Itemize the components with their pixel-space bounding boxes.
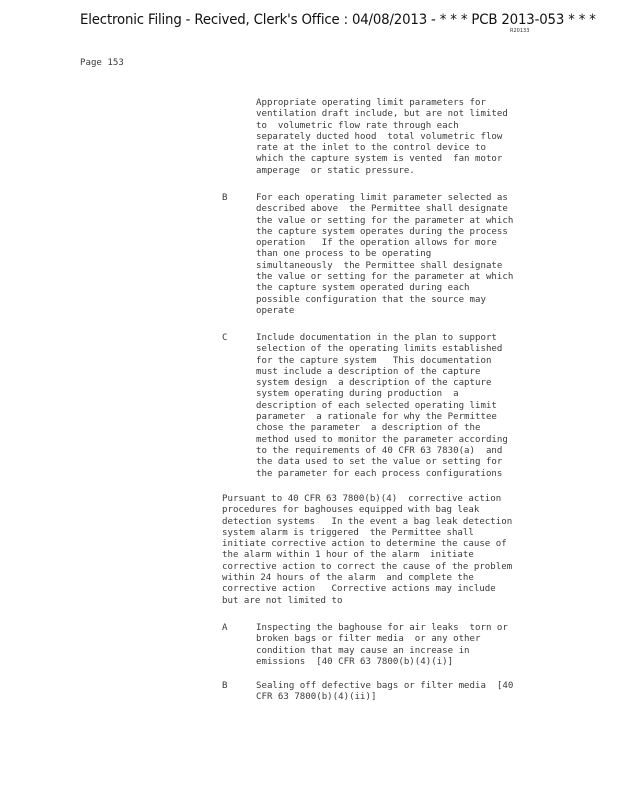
item-a2-letter: A — [222, 623, 228, 633]
text-line: Sealing off defective bags or filter media [40 — [256, 681, 514, 691]
item-b2-letter: B — [222, 681, 228, 691]
text-line: the capture system operated during each — [256, 283, 470, 294]
item-c-letter: C — [222, 333, 228, 343]
text-line: which the capture system is vented fan motor — [256, 154, 503, 165]
corrective-action-paragraph — [222, 494, 552, 607]
text-line: the value or setting for the parameter at which — [256, 215, 514, 226]
text-line: method used to monitor the parameter according — [256, 434, 508, 445]
text-line: rate at the inlet to the control device to — [256, 143, 486, 154]
item-b2-text — [256, 681, 576, 704]
text-line: Inspecting the baghouse for air leaks torn or — [256, 623, 508, 633]
text-line: the alarm within 1 hour of the alarm initiate — [222, 550, 474, 561]
text-line: CFR 63 7800(b)(4)(ii)] — [256, 692, 377, 703]
text-line: system alarm is triggered the Permittee shall — [222, 527, 474, 538]
text-line: but are not limited to — [222, 595, 343, 606]
text-line: operate — [256, 305, 295, 316]
text-line: Pursuant to 40 CFR 63 7800(b)(4) corrective action — [222, 494, 502, 504]
text-line: must include a description of the capture — [256, 366, 481, 377]
text-line: simultaneously the Permittee shall designate — [256, 260, 503, 271]
text-line: system operating during production a — [256, 389, 459, 400]
page-number: Page 153 — [80, 58, 124, 68]
text-line: broken bags or filter media or any other — [256, 634, 481, 645]
text-line: For each operating limit parameter selected as — [256, 193, 508, 203]
text-line: chose the parameter a description of the — [256, 423, 481, 434]
text-line: the parameter for each process configurations — [256, 468, 503, 479]
text-line: procedures for baghouses equipped with bag leak — [222, 505, 480, 516]
text-line: to volumetric flow rate through each — [256, 120, 459, 131]
text-line: Include documentation in the plan to support — [256, 333, 497, 343]
text-line: the capture system operates during the process — [256, 226, 508, 237]
text-line: condition that may cause an increase in — [256, 645, 470, 656]
filing-header: Electronic Filing - Recived, Clerk's Office : 04/08/2013 - * * * PCB 2013-053 * * * — [80, 12, 596, 28]
text-line: than one process to be operating — [256, 249, 432, 260]
text-line: possible configuration that the source may — [256, 294, 486, 305]
text-line: detection systems In the event a bag leak detection — [222, 516, 513, 527]
text-line: initiate corrective action to determine the cause of — [222, 539, 507, 550]
filing-stamp: R20133 — [510, 28, 530, 34]
text-line: ventilation draft include, but are not limited — [256, 109, 508, 120]
text-line: description of each selected operating limit — [256, 400, 497, 411]
text-line: system design a description of the capture — [256, 378, 492, 389]
text-line: to the requirements of 40 CFR 63 7830(a) and — [256, 445, 503, 456]
text-line: emissions [40 CFR 63 7800(b)(4)(i)] — [256, 656, 454, 667]
text-line: within 24 hours of the alarm and complete the — [222, 573, 474, 584]
text-line: parameter a rationale for why the Permittee — [256, 412, 497, 423]
text-line: described above the Permittee shall designate — [256, 204, 508, 215]
text-line: corrective action to correct the cause of the problem — [222, 561, 513, 572]
intro-paragraph — [256, 98, 576, 177]
text-line: separately ducted hood total volumetric flow — [256, 131, 503, 142]
text-line: for the capture system This documentation — [256, 355, 492, 366]
item-b-text — [256, 193, 576, 317]
item-a2-text — [256, 623, 576, 668]
text-line: operation If the operation allows for more — [256, 238, 497, 249]
text-line: Appropriate operating limit parameters for — [256, 98, 486, 108]
item-c-text — [256, 333, 576, 480]
text-line: amperage or static pressure. — [256, 165, 415, 176]
text-line: the value or setting for the parameter at which — [256, 272, 514, 283]
text-line: selection of the operating limits established — [256, 344, 503, 355]
text-line: corrective action Corrective actions may include — [222, 584, 496, 595]
item-b-letter: B — [222, 193, 228, 203]
text-line: the data used to set the value or setting for — [256, 457, 503, 468]
